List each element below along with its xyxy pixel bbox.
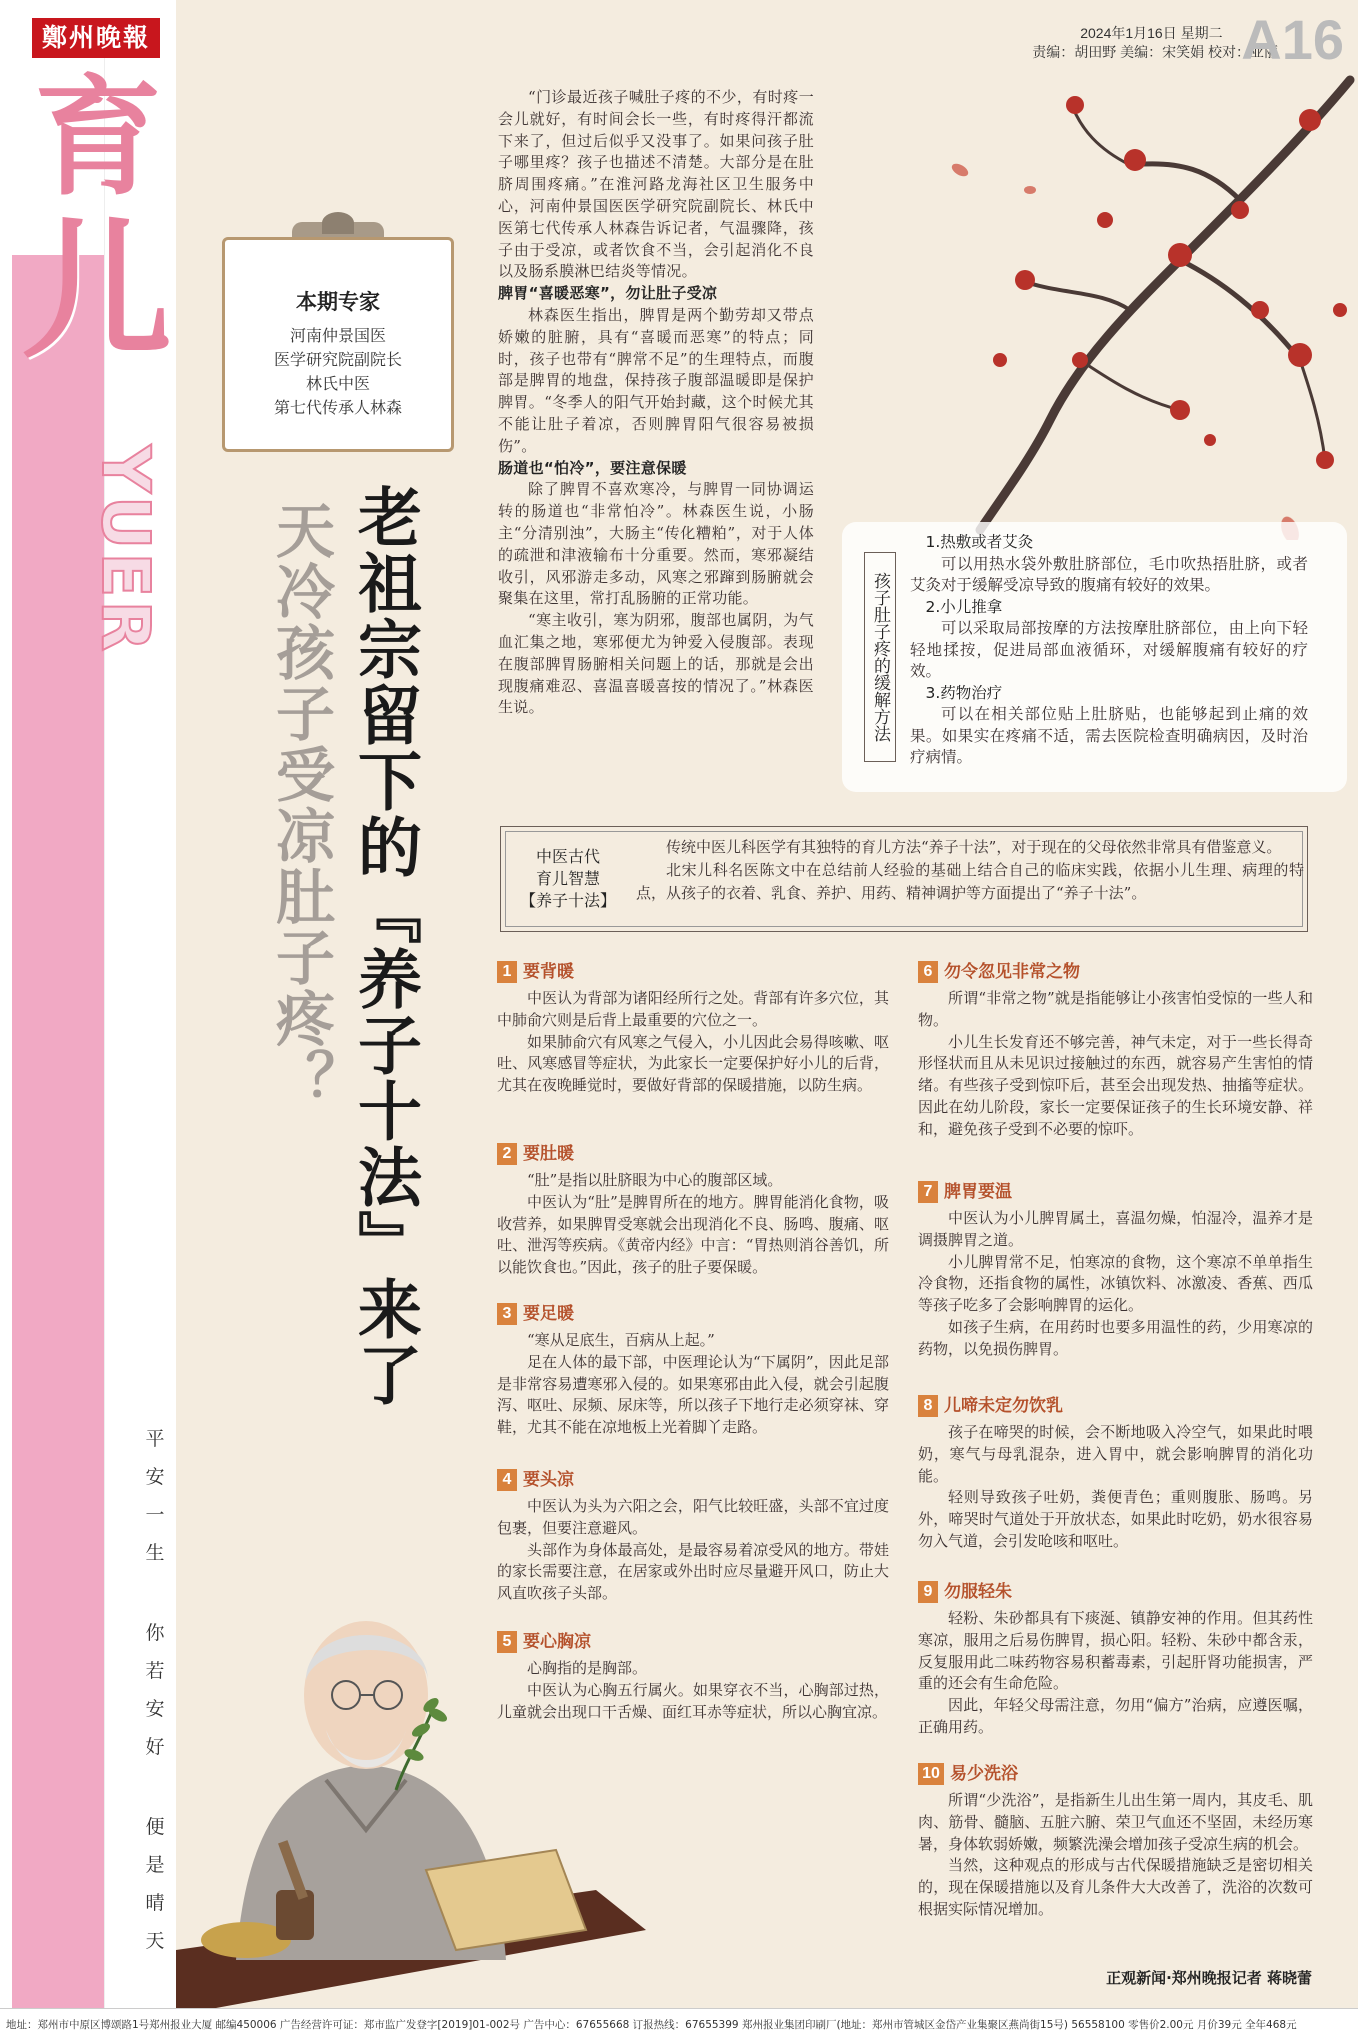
paragraph: 小儿生长发育还不够完善，神气未定，对于一些长得奇形怪状而且从未见识过接触过的东西，就容易产生害怕的情绪。有些孩子受到惊吓后，甚至会出现发热、抽搐等症状。因此在幼儿阶段，家长一定要保证孩子的生长环境安静、祥和，避免孩子受到不必要的惊吓。	[918, 1032, 1313, 1138]
section-char-yu: 育	[34, 63, 163, 213]
page-number: A16	[1241, 8, 1344, 71]
motto-char: 平	[145, 1428, 165, 1450]
intro-label-line: 中医古代	[535, 847, 600, 866]
motto-gap	[140, 1766, 170, 1808]
motto-char: 是	[145, 1854, 165, 1876]
motto-char: 若	[145, 1660, 165, 1682]
main-headline: 老祖宗留下的『养子十法』来了	[347, 484, 422, 1408]
paragraph: “门诊最近孩子喊肚子疼的不少，有时疼一会儿就好，有时间会长一些，有时疼得汗都流下来了，但过后似乎又没事了。如果问孩子肚子哪里疼？孩子也描述不清楚。大部分是在肚脐周围疼痛。”在淮河路龙海社区卫生服务中心，河南仲景国医医学研究院副院长、林氏中医第七代传承人林森告诉记者，气温骤降，孩子由于受凉，或者饮食不当，会引起消化不良以及肠系膜淋巴结炎等情况。	[498, 88, 814, 281]
method-title: 要背暖	[523, 962, 574, 982]
method-title: 要足暖	[523, 1304, 574, 1324]
method-heading	[497, 1302, 889, 1326]
method-number-badge: 9	[918, 1581, 938, 1603]
method-section	[497, 1302, 889, 1439]
paragraph: 头部作为身体最高处，是最容易着凉受风的地方。带娃的家长需要注意，在居家或外出时应尽量避开风口，防止大风直吹孩子头部。	[497, 1540, 889, 1603]
method-number-badge: 6	[918, 961, 938, 983]
footer: 地址：郑州市中原区博颂路1号郑州报业大厦 邮编450006 广告经营许可证：郑市监广发登字[2019]01-002号 广告中心：67655668 订报热线：67655399 郑州报业集团印刷厂(地址：郑州市管城区金岱产业集聚区燕尚街15号) 56558100 零售价2.00元 月价39元 全年468元	[0, 2008, 1358, 2041]
motto-char: 安	[145, 1698, 165, 1720]
paragraph: 心胸指的是胸部。	[527, 1659, 648, 1677]
motto-char: 你	[145, 1622, 165, 1644]
method-heading	[918, 1394, 1313, 1418]
motto-char: 晴	[145, 1892, 165, 1914]
doctor-illustration	[176, 1530, 646, 2008]
method-section	[918, 960, 1313, 1141]
motto-char: 便	[145, 1816, 165, 1838]
plum-blossom-illustration	[880, 60, 1358, 540]
paragraph: 足在人体的最下部，中医理论认为“下属阴”，因此足部是非常容易遭寒邪入侵的。如果寒邪由此入侵，就会引起腹泻、呕吐、尿频、尿床等，所以孩子下地行走必须穿袜、穿鞋，尤其不能在凉地板上光着脚丫走路。	[497, 1352, 889, 1437]
paragraph: 因此，年轻父母需注意，勿用“偏方”治病，应遵医嘱，正确用药。	[918, 1696, 1313, 1736]
expert-line: 林氏中医	[305, 374, 370, 393]
section-en-title: YUER	[87, 445, 164, 655]
method-section	[497, 1142, 889, 1279]
method-number-badge: 2	[497, 1143, 517, 1165]
remedy-label: 孩子肚子疼的缓解方法	[864, 552, 896, 762]
method-number-badge: 3	[497, 1303, 517, 1325]
remedy-title: 3.药物治疗	[925, 683, 1003, 702]
method-heading	[497, 1142, 889, 1166]
method-title: 脾胃要温	[944, 1182, 1012, 1202]
paragraph: 当然，这种观点的形成与古代保暖措施缺乏是密切相关的，现在保暖措施以及育儿条件大大改善了，洗浴的次数可根据实际情况增加。	[918, 1856, 1313, 1918]
paragraph: 小儿脾胃常不足，怕寒凉的食物，这个寒凉不单单指生冷食物，还指食物的属性，冰镇饮料、冰激凌、香蕉、西瓜等孩子吃多了会影响脾胃的运化。	[918, 1252, 1313, 1315]
paragraph: “寒主收引，寒为阴邪，腹部也属阴，为气血汇集之地，寒邪便尤为钟爱入侵腹部。表现在腹部脾胃肠腑相关问题上的话，那就是会出现腹痛难忍、喜温喜暖喜按的情况了。”林森医生说。	[498, 611, 814, 717]
article-body	[498, 87, 814, 719]
method-heading	[918, 960, 1313, 984]
section-char-er: 儿	[22, 203, 173, 379]
motto-char: 生	[145, 1542, 165, 1564]
method-title: 易少洗浴	[950, 1764, 1018, 1784]
method-title: 勿服轻朱	[944, 1582, 1012, 1602]
method-number-badge: 7	[918, 1181, 938, 1203]
motto-char: 一	[145, 1504, 165, 1526]
paragraph: 中医认为头为六阳之会，阳气比较旺盛，头部不宜过度包裹，但要注意避风。	[497, 1497, 889, 1537]
intro-label	[512, 846, 624, 912]
subheading: 脾胃“喜暖恶寒”，勿让肚子受凉	[498, 284, 718, 303]
date-line: 2024年1月16日 星期二	[1080, 25, 1223, 41]
method-title: 要肚暖	[523, 1144, 574, 1164]
method-title: 要心胸凉	[523, 1632, 591, 1652]
method-heading	[497, 960, 889, 984]
paragraph: 中医认为“肚”是脾胃所在的地方。脾胃能消化食物，吸收营养，如果脾胃受寒就会出现消化不良、肠鸣、腹痛、呕吐、泄泻等疾病。《黄帝内经》中言：“胃热则消谷善饥，所以能饮食也。”因此，孩子的肚子要保暖。	[497, 1192, 889, 1277]
editors-line: 责编：胡田野 美编：宋笑娟 校对：亚丽	[1032, 44, 1278, 60]
expert-line: 第七代传承人林森	[273, 398, 402, 417]
clipboard-clip-top	[322, 212, 354, 234]
method-heading	[918, 1580, 1313, 1604]
remedy-text: 可以采取局部按摩的方法按摩肚脐部位，由上向下轻轻地揉按，促进局部血液循环，对缓解腹痛有较好的疗效。	[910, 619, 1308, 680]
remedy-list	[910, 532, 1308, 769]
expert-line: 河南仲景国医	[289, 326, 386, 345]
paragraph: 所谓“非常之物”就是指能够让小孩害怕受惊的一些人和物。	[918, 989, 1313, 1029]
method-number-badge: 10	[918, 1763, 944, 1785]
byline: 正观新闻·郑州晚报记者 蒋晓蕾	[1106, 1969, 1312, 1987]
intro-label-line: 育儿智慧	[535, 869, 600, 888]
method-section	[918, 1180, 1313, 1361]
paragraph: “肚”是指以肚脐眼为中心的腹部区域。	[527, 1171, 783, 1189]
method-heading	[918, 1180, 1313, 1204]
method-section	[918, 1580, 1313, 1739]
paragraph: 如果肺俞穴有风寒之气侵入，小儿因此会易得咳嗽、呕吐、风寒感冒等症状，为此家长一定要保护好小儿的后背，尤其在夜晚睡觉时，要做好背部的保暖措施，以防生病。	[497, 1032, 889, 1095]
method-title: 要头凉	[523, 1470, 574, 1490]
method-title: 勿令忽见非常之物	[944, 962, 1080, 982]
paragraph: 轻则导致孩子吐奶，粪便青色；重则腹胀、肠鸣。另外，啼哭时气道处于开放状态，如果此时吃奶，奶水很容易勿入气道，会引发呛咳和呕吐。	[918, 1488, 1313, 1550]
paragraph: 所谓“少洗浴”，是指新生儿出生第一周内，其皮毛、肌肉、筋骨、髓脑、五脏六腑、荣卫气血还不坚固，未经历寒暑，身体软弱娇嫩，频繁洗澡会增加孩子受凉生病的机会。	[918, 1791, 1313, 1853]
method-number-badge: 5	[497, 1631, 517, 1653]
paragraph: 林森医生指出，脾胃是两个勤劳却又带点娇嫩的脏腑，具有“喜暖而恶寒”的特点；同时，孩子也带有“脾常不足”的生理特点，而腹部是脾胃的地盘，保持孩子腹部温暖即是保护脾胃。“冬季人的阳气开始封藏，这个时候尤其不能让肚子着凉，否则脾胃阳气很容易被损伤”。	[498, 305, 814, 455]
intro-body	[636, 836, 1304, 905]
method-title: 儿啼未定勿饮乳	[944, 1396, 1063, 1416]
method-number-badge: 1	[497, 961, 517, 983]
paragraph: 除了脾胃不喜欢寒冷，与脾胃一同协调运转的肠道也“非常怕冷”。林森医生说，小肠主“分清别浊”，大肠主“传化糟粕”，对于人体的疏泄和津液输布十分重要。然而，寒邪凝结收引，风邪游走多动，风寒之邪蹿到肠腑就会聚集在这里，常打乱肠腑的正常功能。	[498, 480, 814, 608]
remedy-text: 可以用热水袋外敷肚脐部位，毛巾吹热捂肚脐，或者艾灸对于缓解受凉导致的腹痛有较好的效果。	[910, 554, 1308, 594]
method-section	[497, 960, 889, 1097]
paragraph: 中医认为小儿脾胃属土，喜温勿燥，怕湿冷，温养才是调摄脾胃之道。	[918, 1209, 1313, 1249]
expert-line: 医学研究院副院长	[273, 350, 402, 369]
method-section	[918, 1762, 1313, 1921]
remedy-title: 2.小儿推拿	[925, 597, 1003, 616]
subheading: 肠道也“怕冷”，要注意保暖	[498, 458, 687, 477]
motto	[140, 1420, 170, 1960]
paragraph: 轻粉、朱砂都具有下痰涎、镇静安神的作用。但其药性寒凉，服用之后易伤脾胃，损心阳。轻粉、朱砂中都含汞，反复服用此二味药物容易积蓄毒素，引起肝肾功能损害，严重的还会有生命危险。	[918, 1609, 1313, 1693]
sub-headline: 天冷孩子受凉肚子疼？	[266, 500, 335, 1110]
method-heading	[918, 1762, 1313, 1786]
method-number-badge: 4	[497, 1469, 517, 1491]
motto-char: 安	[145, 1466, 165, 1488]
motto-gap	[140, 1572, 170, 1614]
expert-card-title: 本期专家	[296, 290, 380, 314]
method-number-badge: 8	[918, 1395, 938, 1417]
paragraph: 如孩子生病，在用药时也要多用温性的药，少用寒凉的药物，以免损伤脾胃。	[918, 1317, 1313, 1358]
paragraph: 传统中医儿科医学有其独特的育儿方法“养子十法”，对于现在的父母依然非常具有借鉴意义。	[666, 838, 1282, 856]
expert-card	[222, 237, 454, 452]
remedy-title: 1.热敷或者艾灸	[925, 533, 1034, 551]
method-heading	[497, 1468, 889, 1492]
paragraph: 孩子在啼哭的时候，会不断地吸入冷空气，如果此时喂奶，寒气与母乳混杂，进入胃中，就会影响脾胃的消化功能。	[918, 1423, 1313, 1485]
paragraph: 中医认为背部为诸阳经所行之处。背部有许多穴位，其中肺俞穴则是后背上最重要的穴位之一。	[497, 989, 889, 1029]
paragraph: “寒从足底生，百病从上起。”	[527, 1331, 715, 1349]
method-section	[918, 1394, 1313, 1553]
newspaper-logo: 鄭州晚報	[32, 18, 160, 58]
motto-char: 天	[145, 1930, 165, 1952]
remedy-text: 可以在相关部位贴上肚脐贴，也能够起到止痛的效果。如果实在疼痛不适，需去医院检查明确病因，及时治疗病情。	[910, 705, 1308, 766]
paragraph: 中医认为心胸五行属火。如果穿衣不当，心胸部过热，儿童就会出现口干舌燥、面红耳赤等症状，所以心胸宜凉。	[497, 1680, 889, 1721]
intro-label-line: 【养子十法】	[519, 891, 616, 910]
paragraph: 北宋儿科名医陈文中在总结前人经验的基础上结合自己的临床实践，依据小儿生理、病理的特点，从孩子的衣着、乳食、养护、用药、精神调护等方面提出了“养子十法”。	[636, 861, 1304, 902]
motto-char: 好	[145, 1736, 165, 1758]
